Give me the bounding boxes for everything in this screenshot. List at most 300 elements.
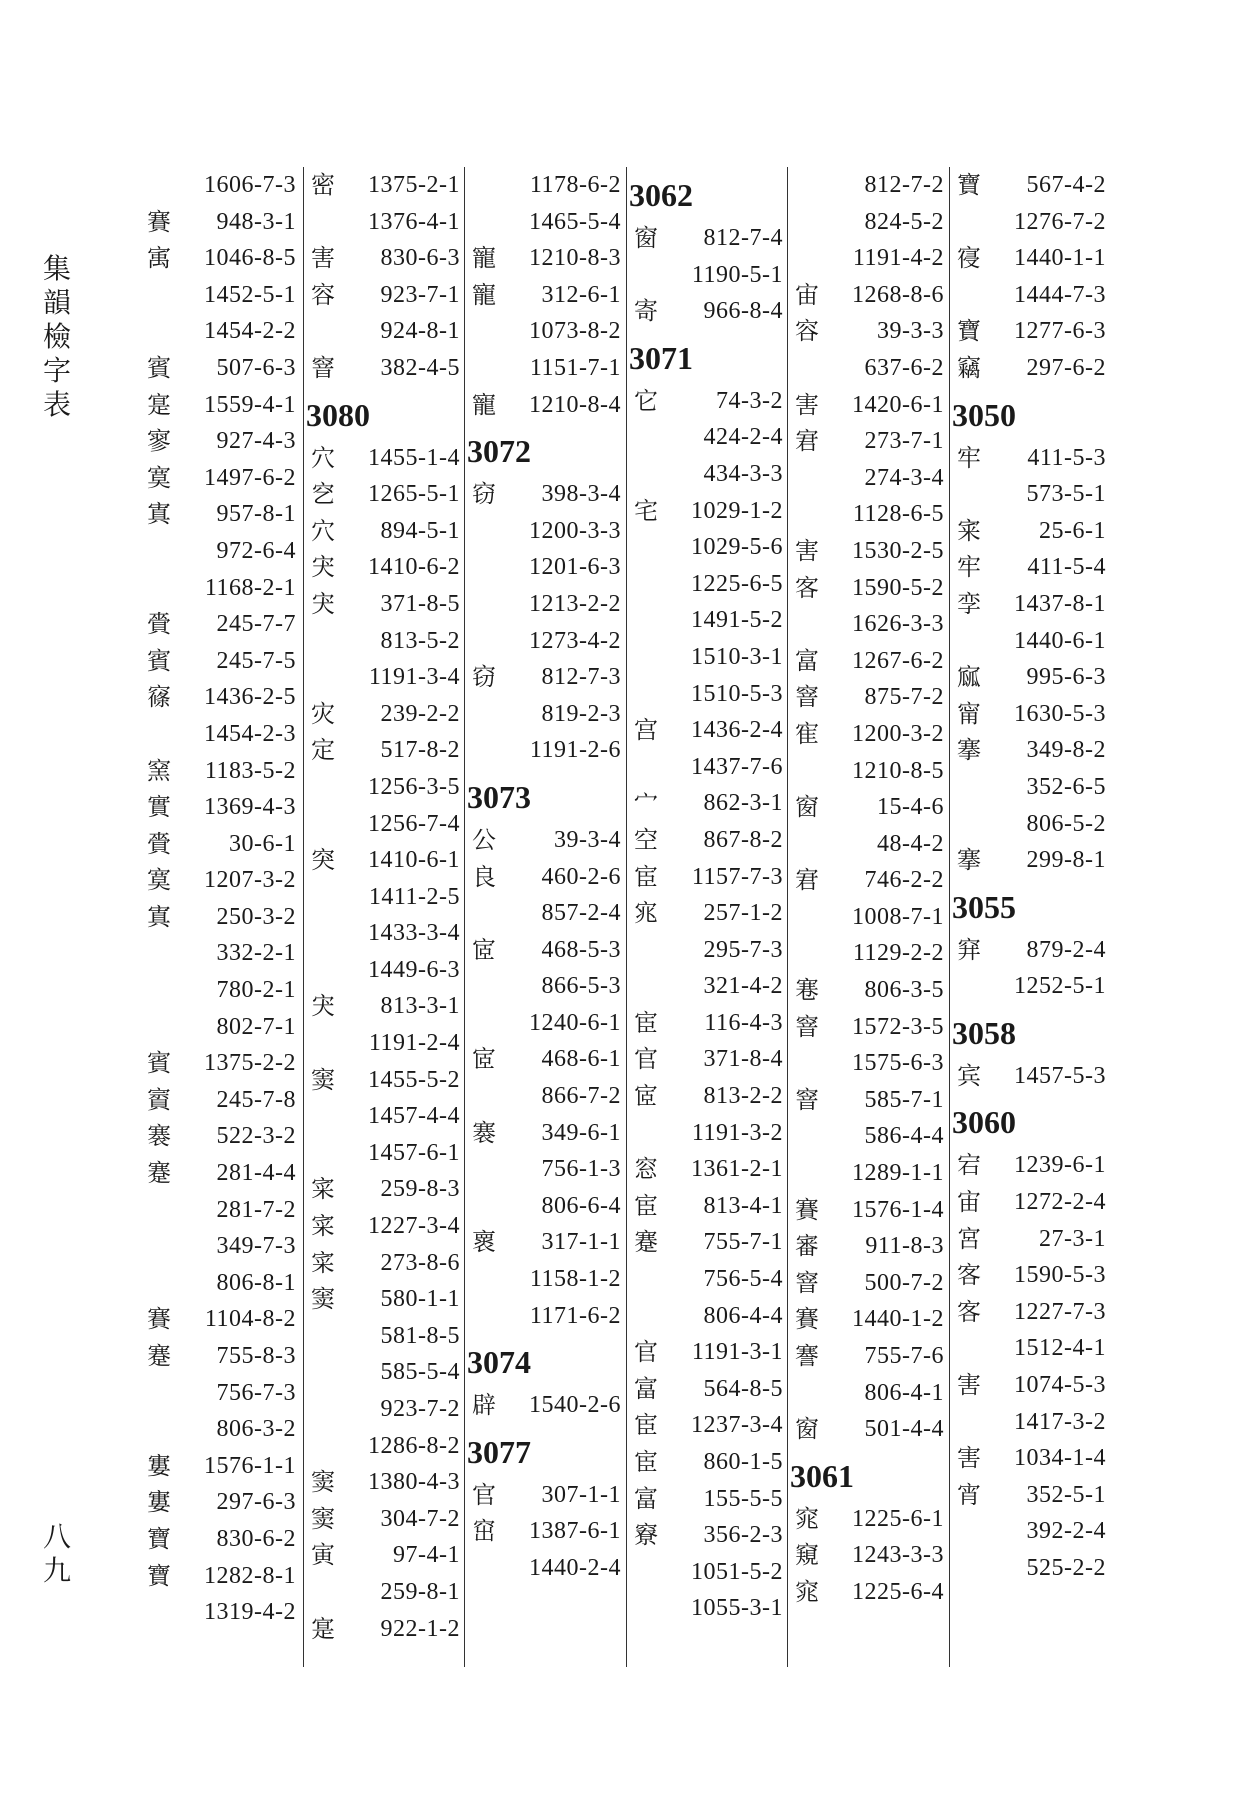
entry-reference: 1190-5-1	[691, 261, 783, 288]
index-entry	[304, 313, 464, 350]
entry-character: 窦	[311, 1065, 335, 1094]
entry-character: 宙	[957, 1188, 981, 1217]
entry-character: 宕	[957, 1151, 981, 1180]
entry-reference: 304-7-2	[380, 1505, 460, 1532]
index-entry	[304, 1245, 464, 1282]
entry-reference: 1273-4-2	[529, 627, 621, 654]
index-entry	[950, 476, 1110, 513]
entry-character: 宀	[634, 789, 658, 818]
index-entry	[465, 895, 625, 932]
entry-reference: 756-1-3	[541, 1156, 621, 1183]
index-entry	[140, 606, 300, 643]
entry-character: 宷	[957, 516, 981, 545]
entry-character: 寅	[311, 1541, 335, 1570]
entry-character: 寶	[957, 171, 981, 199]
entry-reference: 806-6-4	[541, 1192, 621, 1219]
index-entry	[950, 1058, 1110, 1095]
entry-reference: 1606-7-3	[204, 172, 296, 198]
entry-character: 賫	[147, 829, 171, 858]
entry-reference: 1157-7-3	[691, 863, 783, 890]
index-entry	[788, 1501, 948, 1538]
entry-reference: 352-6-5	[1026, 773, 1106, 800]
entry-reference: 25-6-1	[1039, 517, 1106, 544]
entry-reference: 1576-1-4	[852, 1196, 944, 1223]
index-entry	[627, 1554, 787, 1591]
entry-character: 蹇	[147, 1342, 171, 1370]
entry-reference: 281-7-2	[216, 1196, 296, 1223]
entry-character: 窦	[311, 1504, 335, 1533]
entry-reference: 371-8-4	[703, 1046, 783, 1073]
entry-reference: 297-6-2	[1026, 354, 1106, 381]
entry-reference: 866-7-2	[541, 1083, 621, 1110]
section-header: 3072	[467, 433, 531, 470]
index-entry	[465, 350, 625, 387]
index-entry	[950, 1513, 1110, 1550]
index-entry	[465, 277, 625, 314]
entry-reference: 830-6-2	[216, 1525, 296, 1552]
section-header: 3071	[629, 339, 693, 376]
entry-reference: 525-2-2	[1026, 1555, 1106, 1581]
entry-character: 窺	[795, 1541, 819, 1570]
entry-character: 窗	[795, 1415, 819, 1444]
index-entry	[627, 566, 787, 603]
entry-reference: 1252-5-1	[1014, 973, 1106, 1000]
index-entry	[950, 1550, 1110, 1587]
entry-reference: 1455-5-2	[368, 1066, 460, 1093]
entry-reference: 586-4-4	[864, 1123, 944, 1150]
index-entry	[304, 1428, 464, 1465]
index-entry	[304, 586, 464, 623]
entry-reference: 1512-4-1	[1014, 1335, 1106, 1362]
entry-character: 甯	[957, 699, 981, 728]
index-entry	[304, 277, 464, 314]
entry-reference: 580-1-1	[380, 1286, 460, 1313]
entry-character: 宅	[634, 496, 658, 525]
index-entry	[465, 313, 625, 350]
entry-reference: 1046-8-5	[204, 245, 296, 272]
index-entry	[140, 1594, 300, 1631]
entry-reference: 411-5-3	[1027, 444, 1106, 471]
entry-reference: 819-2-3	[541, 700, 621, 727]
index-entry	[788, 387, 948, 424]
index-entry	[140, 350, 300, 387]
index-entry	[140, 1448, 300, 1485]
entry-reference: 1225-6-5	[691, 570, 783, 597]
entry-reference: 1256-3-5	[368, 773, 460, 800]
entry-reference: 434-3-3	[703, 460, 783, 487]
index-entry	[788, 533, 948, 570]
entry-reference: 972-6-4	[216, 537, 296, 564]
entry-character: 定	[311, 736, 335, 765]
index-entry	[140, 496, 300, 533]
index-entry	[304, 696, 464, 733]
index-entry	[788, 1574, 948, 1611]
index-entry	[304, 1135, 464, 1172]
entry-reference: 259-8-3	[380, 1176, 460, 1203]
index-entry	[950, 842, 1110, 879]
index-entry	[950, 586, 1110, 623]
entry-character: 宊	[311, 589, 335, 618]
index-entry	[950, 350, 1110, 387]
entry-character: 賓	[147, 353, 171, 382]
entry-character: 寀	[311, 1248, 335, 1277]
entry-reference: 1191-3-4	[368, 664, 460, 691]
index-entry	[304, 167, 464, 204]
index-entry	[627, 1078, 787, 1115]
entry-reference: 1437-7-6	[691, 753, 783, 780]
index-entry	[465, 549, 625, 586]
entry-reference: 1191-2-6	[529, 737, 621, 764]
entry-character: 窕	[795, 1504, 819, 1533]
index-entry	[950, 1294, 1110, 1331]
index-entry	[627, 895, 787, 932]
entry-reference: 155-5-5	[703, 1485, 783, 1512]
index-entry	[304, 476, 464, 513]
entry-reference: 297-6-3	[216, 1489, 296, 1516]
section-header: 3062	[629, 177, 693, 213]
entry-reference: 957-8-1	[216, 501, 296, 528]
index-entry	[465, 659, 625, 696]
index-entry	[140, 643, 300, 680]
entry-reference: 637-6-2	[864, 354, 944, 381]
entry-character: 寀	[311, 1212, 335, 1241]
entry-reference: 813-4-1	[703, 1192, 783, 1219]
entry-reference: 398-3-4	[541, 481, 621, 508]
index-entry	[140, 753, 300, 790]
entry-reference: 1268-8-6	[852, 281, 944, 308]
index-entry	[950, 806, 1110, 843]
index-column-5	[788, 167, 948, 1611]
entry-character: 寠	[147, 1488, 171, 1517]
entry-reference: 1361-2-1	[691, 1156, 783, 1183]
entry-reference: 1575-6-3	[852, 1050, 944, 1077]
entry-reference: 245-7-5	[216, 647, 296, 674]
entry-reference: 924-8-1	[380, 318, 460, 345]
index-entry	[627, 1407, 787, 1444]
entry-reference: 860-1-5	[703, 1449, 783, 1475]
entry-reference: 564-8-5	[703, 1375, 783, 1402]
index-entry	[788, 204, 948, 241]
entry-reference: 1200-3-3	[529, 517, 621, 544]
entry-reference: 1210-8-5	[852, 757, 944, 784]
entry-reference: 1029-5-6	[691, 534, 783, 561]
entry-reference: 1410-6-2	[368, 554, 460, 581]
entry-reference: 1440-1-1	[1014, 245, 1106, 272]
entry-reference: 927-4-3	[216, 428, 296, 455]
index-entry	[465, 1005, 625, 1042]
index-entry	[627, 639, 787, 676]
index-entry	[627, 1188, 787, 1225]
section-header: 3061	[790, 1457, 854, 1494]
index-entry	[304, 952, 464, 989]
entry-reference: 755-7-6	[864, 1343, 944, 1369]
entry-character: 客	[957, 1261, 981, 1290]
index-entry	[627, 1517, 787, 1554]
entry-character: 寔	[147, 390, 171, 419]
index-entry	[788, 753, 948, 790]
entry-reference: 1158-1-2	[529, 1266, 621, 1293]
section-header: 3073	[467, 778, 531, 815]
entry-reference: 1436-2-4	[691, 717, 783, 744]
entry-reference: 1572-3-5	[852, 1013, 944, 1040]
entry-reference: 424-2-4	[703, 424, 783, 451]
entry-reference: 317-1-1	[541, 1229, 621, 1256]
entry-reference: 1277-6-3	[1014, 318, 1106, 345]
index-entry	[627, 1371, 787, 1408]
entry-reference: 15-4-6	[877, 794, 944, 821]
entry-reference: 1497-6-2	[204, 464, 296, 491]
entry-reference: 1191-3-1	[691, 1339, 783, 1366]
entry-character: 官	[634, 1338, 658, 1367]
entry-reference: 307-1-1	[541, 1481, 621, 1508]
index-entry	[627, 968, 787, 1005]
entry-character: 審	[795, 1232, 819, 1261]
index-entry	[788, 935, 948, 972]
entry-reference: 468-5-3	[541, 936, 621, 963]
entry-character: 害	[795, 390, 819, 419]
entry-reference: 1104-8-2	[204, 1306, 296, 1333]
entry-reference: 923-7-2	[380, 1396, 460, 1422]
index-entry	[627, 1224, 787, 1261]
index-entry	[304, 915, 464, 952]
index-entry	[627, 383, 787, 420]
index-entry	[950, 1367, 1110, 1404]
entry-reference: 273-7-1	[864, 428, 944, 455]
entry-character: 突	[311, 846, 335, 875]
index-entry	[627, 1041, 787, 1078]
entry-character: 宧	[634, 1082, 658, 1111]
index-entry	[465, 1550, 625, 1587]
entry-reference: 806-3-5	[864, 977, 944, 1004]
entry-reference: 1540-2-6	[529, 1392, 621, 1419]
entry-reference: 312-6-1	[541, 281, 621, 308]
index-entry	[140, 167, 300, 204]
entry-reference: 1411-2-5	[368, 883, 460, 910]
entry-character: 窱	[147, 683, 171, 712]
entry-reference: 349-6-1	[541, 1119, 621, 1146]
index-column-6	[950, 167, 1110, 1587]
entry-reference: 1210-8-3	[529, 245, 621, 272]
entry-character: 賓	[147, 646, 171, 675]
index-entry	[788, 1118, 948, 1155]
entry-character: 宦	[634, 1448, 658, 1476]
index-entry	[627, 220, 787, 257]
index-entry	[140, 1484, 300, 1521]
entry-reference: 1626-3-3	[852, 611, 944, 638]
entry-character: 寵	[472, 280, 496, 309]
entry-reference: 1191-3-2	[691, 1119, 783, 1146]
entry-character: 宦	[634, 862, 658, 891]
index-entry	[140, 423, 300, 460]
index-entry	[950, 549, 1110, 586]
entry-character: 寘	[147, 902, 171, 931]
entry-character: 窨	[795, 1012, 819, 1041]
index-entry	[788, 1411, 948, 1448]
entry-reference: 1151-7-1	[529, 354, 621, 381]
index-entry	[627, 676, 787, 713]
index-entry	[788, 460, 948, 497]
index-entry	[465, 1188, 625, 1225]
index-entry	[788, 1192, 948, 1229]
index-entry	[627, 1590, 787, 1627]
index-entry	[627, 1005, 787, 1042]
entry-reference: 1286-8-2	[368, 1432, 460, 1459]
entry-reference: 1417-3-2	[1014, 1408, 1106, 1435]
entry-character: 宧	[472, 1045, 496, 1074]
entry-reference: 1510-3-1	[691, 643, 783, 670]
entry-reference: 813-2-2	[703, 1083, 783, 1110]
entry-character: 官	[472, 1480, 496, 1509]
entry-character: 褱	[472, 1228, 496, 1257]
index-column-2	[304, 167, 464, 1647]
entry-character: 寠	[147, 1451, 171, 1480]
entry-reference: 349-8-2	[1026, 737, 1106, 764]
entry-character: 窨	[795, 683, 819, 712]
index-entry	[140, 1192, 300, 1229]
entry-character: 寶	[147, 1561, 171, 1590]
entry-reference: 812-7-2	[864, 172, 944, 198]
entry-reference: 1201-6-3	[529, 554, 621, 581]
index-entry	[627, 493, 787, 530]
entry-character: 賓	[147, 1049, 171, 1078]
entry-reference: 1178-6-2	[529, 172, 621, 198]
index-entry	[140, 789, 300, 826]
entry-reference: 1457-6-1	[368, 1139, 460, 1166]
index-entry	[465, 1078, 625, 1115]
index-entry	[627, 1115, 787, 1152]
entry-reference: 1319-4-2	[204, 1599, 296, 1626]
entry-reference: 1491-5-2	[691, 607, 783, 634]
entry-reference: 1227-3-4	[368, 1213, 460, 1240]
index-entry	[788, 1537, 948, 1574]
index-entry	[950, 769, 1110, 806]
entry-character: 官	[634, 1045, 658, 1074]
entry-reference: 1437-8-1	[1014, 590, 1106, 617]
entry-character: 窕	[795, 1577, 819, 1606]
index-entry	[304, 1464, 464, 1501]
index-entry	[140, 899, 300, 936]
index-entry	[140, 716, 300, 753]
index-entry	[140, 826, 300, 863]
index-entry	[950, 513, 1110, 550]
index-entry	[304, 513, 464, 550]
entry-character: 賽	[795, 1195, 819, 1224]
entry-reference: 1267-6-2	[852, 647, 944, 674]
entry-reference: 468-6-1	[541, 1046, 621, 1073]
index-entry	[465, 586, 625, 623]
index-entry	[304, 732, 464, 769]
index-entry	[465, 476, 625, 513]
index-entry	[304, 1171, 464, 1208]
entry-reference: 1207-3-2	[204, 867, 296, 894]
entry-reference: 371-8-5	[380, 590, 460, 617]
entry-character: 穽	[957, 935, 981, 964]
entry-reference: 1375-2-1	[368, 172, 460, 198]
entry-reference: 1449-6-3	[368, 956, 460, 983]
index-entry	[140, 204, 300, 241]
entry-reference: 806-5-2	[1026, 810, 1106, 837]
index-entry	[465, 822, 625, 859]
index-entry	[788, 1228, 948, 1265]
entry-reference: 39-3-3	[877, 318, 944, 345]
entry-reference: 756-7-3	[216, 1379, 296, 1406]
entry-character: 客	[957, 1297, 981, 1326]
entry-character: 寙	[957, 663, 981, 692]
entry-character: 宙	[795, 280, 819, 309]
entry-character: 賽	[147, 1305, 171, 1334]
index-entry	[627, 785, 787, 822]
index-entry	[950, 240, 1110, 277]
entry-character: 蹇	[634, 1228, 658, 1257]
entry-reference: 1225-6-1	[852, 1505, 944, 1532]
entry-character: 密	[311, 171, 335, 199]
entry-reference: 581-8-5	[380, 1322, 460, 1349]
entry-reference: 1029-1-2	[691, 497, 783, 524]
index-entry	[304, 623, 464, 660]
entry-character: 寋	[795, 976, 819, 1005]
index-column-4	[627, 167, 787, 1627]
index-entry	[627, 932, 787, 969]
entry-reference: 1465-5-4	[529, 208, 621, 235]
index-entry	[788, 1375, 948, 1412]
entry-reference: 755-8-3	[216, 1343, 296, 1369]
index-entry	[465, 1298, 625, 1335]
index-entry	[788, 240, 948, 277]
entry-reference: 1440-2-4	[529, 1555, 621, 1581]
index-entry	[140, 460, 300, 497]
entry-character: 窗	[795, 793, 819, 822]
index-entry	[627, 859, 787, 896]
entry-character: 宭	[795, 427, 819, 456]
entry-character: 褰	[472, 1118, 496, 1147]
section-header: 3060	[952, 1104, 1016, 1141]
entry-reference: 806-4-1	[864, 1379, 944, 1406]
index-entry	[465, 623, 625, 660]
index-entry	[304, 1098, 464, 1135]
index-entry	[627, 822, 787, 859]
index-entry	[788, 350, 948, 387]
entry-reference: 1191-4-2	[852, 245, 944, 272]
index-entry	[788, 1082, 948, 1119]
entry-reference: 812-7-4	[703, 225, 783, 251]
entry-reference: 806-8-1	[216, 1269, 296, 1296]
index-entry	[788, 1338, 948, 1375]
entry-character: 窃	[472, 663, 496, 692]
entry-character: 富	[634, 1374, 658, 1403]
section-header: 3074	[467, 1344, 531, 1381]
entry-reference: 1440-6-1	[1014, 627, 1106, 654]
index-entry	[140, 1558, 300, 1595]
entry-reference: 1191-2-4	[368, 1030, 460, 1057]
entry-reference: 332-2-1	[216, 940, 296, 967]
index-entry	[950, 1147, 1110, 1184]
entry-character: 它	[634, 386, 658, 415]
index-entry	[465, 1041, 625, 1078]
index-entry	[140, 1082, 300, 1119]
index-entry	[304, 806, 464, 843]
index-entry	[304, 1354, 464, 1391]
index-entry	[304, 1537, 464, 1574]
entry-character: 搴	[957, 846, 981, 875]
entry-character: 寥	[147, 427, 171, 456]
index-entry	[950, 1477, 1110, 1514]
index-entry	[950, 1221, 1110, 1258]
entry-reference: 867-8-2	[703, 826, 783, 853]
entry-reference: 1200-3-2	[852, 720, 944, 747]
entry-character: 窨	[795, 1085, 819, 1114]
entry-reference: 857-2-4	[541, 900, 621, 927]
entry-reference: 830-6-3	[380, 245, 460, 272]
